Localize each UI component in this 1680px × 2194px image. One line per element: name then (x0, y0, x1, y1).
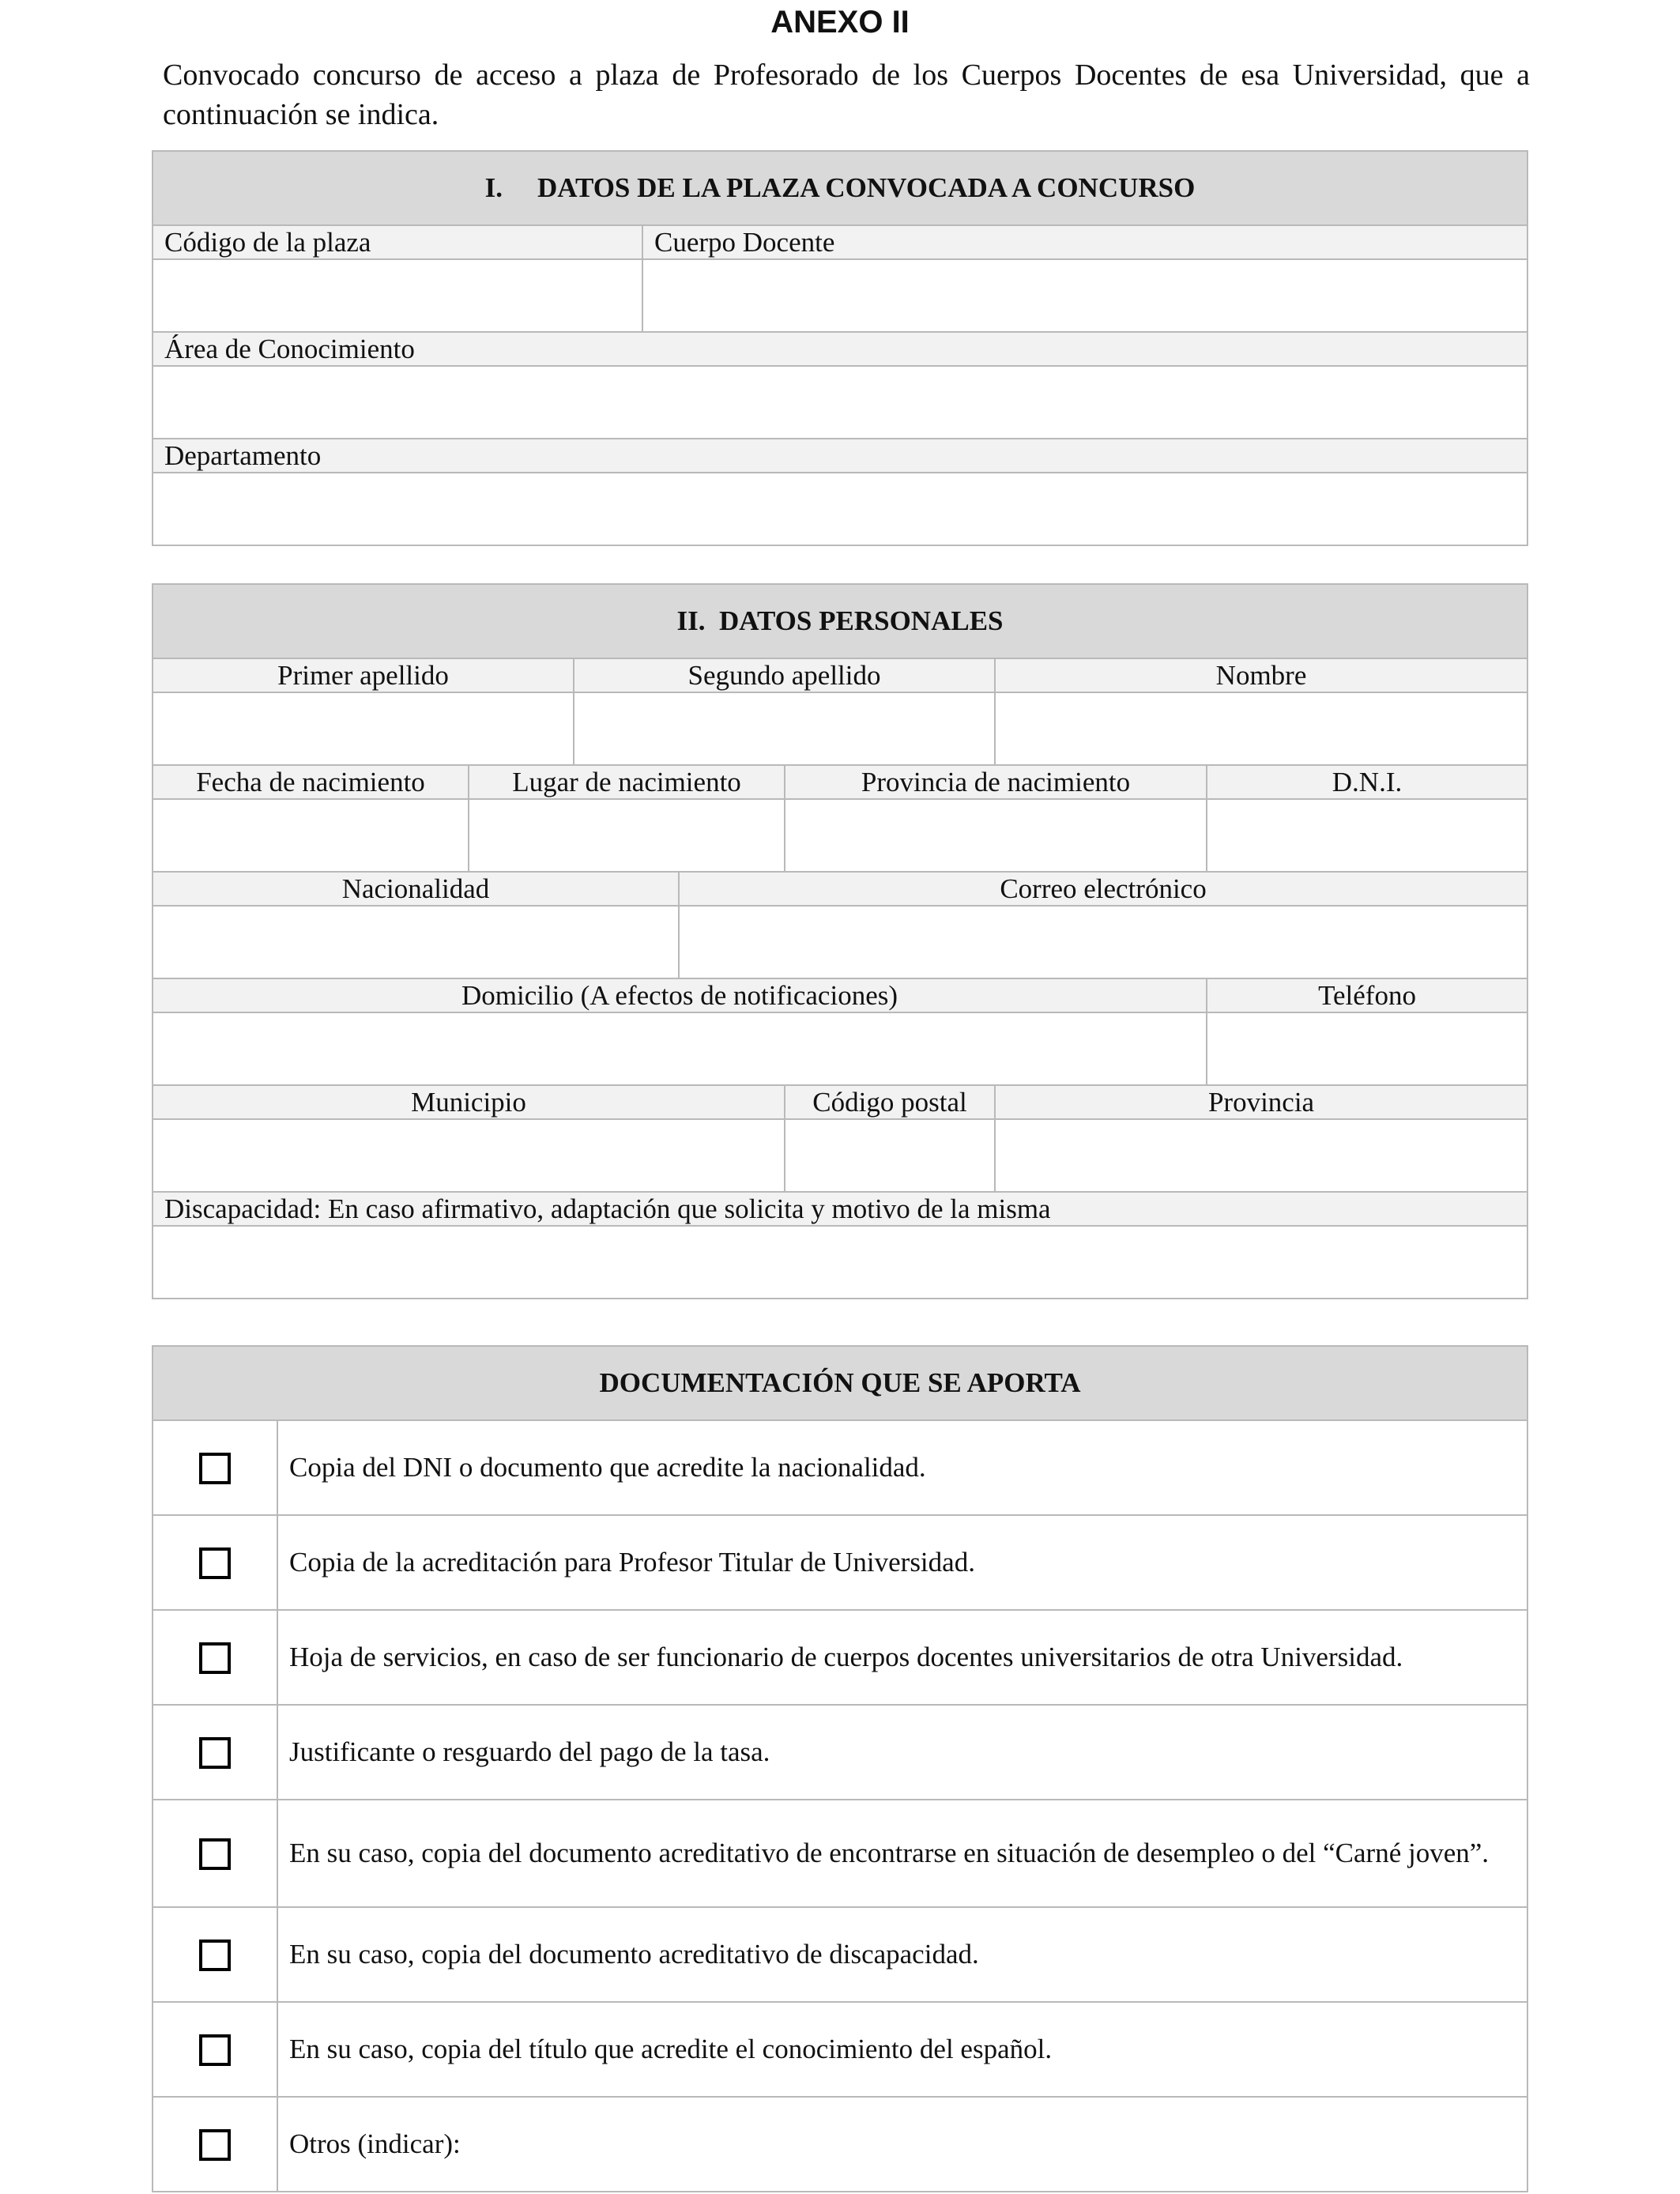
doc-checkbox-dni[interactable] (199, 1453, 231, 1484)
doc-item-label: Copia de la acreditación para Profesor Titular de Universidad. (277, 1515, 1527, 1610)
section-documentacion-header: DOCUMENTACIÓN QUE SE APORTA (153, 1346, 1527, 1420)
provincia-field[interactable] (995, 1119, 1527, 1192)
section-plaza-header (153, 151, 1527, 225)
section-number: I. (484, 172, 503, 203)
doc-item (153, 1420, 1527, 1515)
label-area-conocimiento: Área de Conocimiento (153, 332, 1527, 366)
doc-item (153, 2002, 1527, 2097)
doc-item (153, 1800, 1527, 1907)
page-title: ANEXO II (770, 5, 910, 40)
doc-checkbox-otros[interactable] (199, 2129, 231, 2161)
doc-checkbox-espanol[interactable] (199, 2034, 231, 2066)
label-codigo-postal: Código postal (785, 1085, 995, 1119)
discapacidad-field[interactable] (153, 1226, 1527, 1299)
doc-item-label: Justificante o resguardo del pago de la tasa. (277, 1705, 1527, 1800)
label-nacionalidad: Nacionalidad (153, 872, 679, 906)
label-dni: D.N.I. (1207, 765, 1527, 799)
label-correo: Correo electrónico (679, 872, 1527, 906)
label-discapacidad: Discapacidad: En caso afirmativo, adaptación que solicita y motivo de la misma (153, 1192, 1527, 1226)
label-codigo-plaza: Código de la plaza (153, 225, 642, 259)
label-provincia-nacimiento: Provincia de nacimiento (785, 765, 1207, 799)
municipio-field[interactable] (153, 1119, 785, 1192)
dni-field[interactable] (1207, 799, 1527, 872)
label-provincia: Provincia (995, 1085, 1527, 1119)
telefono-field[interactable] (1207, 1012, 1527, 1085)
area-conocimiento-field[interactable] (153, 366, 1527, 439)
fecha-nacimiento-field[interactable] (153, 799, 469, 872)
doc-item-label: En su caso, copia del documento acreditativo de discapacidad. (277, 1907, 1527, 2002)
section-plaza-table (152, 150, 1528, 546)
section-personales-header (153, 584, 1527, 658)
doc-item (153, 2097, 1527, 2192)
label-departamento: Departamento (153, 439, 1527, 473)
intro-paragraph: Convocado concurso de acceso a plaza de Profesorado de los Cuerpos Docentes de esa Universidad, que a continuación se indica. (163, 58, 1530, 131)
section-documentacion-table (152, 1345, 1528, 2192)
doc-checkbox-tasa[interactable] (199, 1737, 231, 1769)
doc-item-label: Otros (indicar): (277, 2097, 1527, 2192)
section-title: DATOS DE LA PLAZA CONVOCADA A CONCURSO (537, 172, 1196, 203)
cuerpo-docente-field[interactable] (642, 259, 1527, 332)
doc-item (153, 1907, 1527, 2002)
lugar-nacimiento-field[interactable] (469, 799, 785, 872)
doc-item (153, 1705, 1527, 1800)
doc-checkbox-discapacidad[interactable] (199, 1940, 231, 1971)
label-nombre: Nombre (995, 658, 1527, 692)
correo-field[interactable] (679, 906, 1527, 978)
provincia-nacimiento-field[interactable] (785, 799, 1207, 872)
doc-checkbox-acreditacion[interactable] (199, 1547, 231, 1579)
doc-item (153, 1610, 1527, 1705)
doc-item-label: En su caso, copia del documento acreditativo de encontrarse en situación de desempleo o del “Carné joven”. (277, 1800, 1527, 1907)
label-primer-apellido: Primer apellido (153, 658, 574, 692)
doc-item-label: En su caso, copia del título que acredite el conocimiento del español. (277, 2002, 1527, 2097)
departamento-field[interactable] (153, 473, 1527, 545)
nacionalidad-field[interactable] (153, 906, 679, 978)
doc-item-label: Copia del DNI o documento que acredite la nacionalidad. (277, 1420, 1527, 1515)
doc-checkbox-hoja-servicios[interactable] (199, 1642, 231, 1674)
label-domicilio: Domicilio (A efectos de notificaciones) (153, 978, 1207, 1012)
doc-checkbox-desempleo[interactable] (199, 1838, 231, 1870)
codigo-plaza-field[interactable] (153, 259, 642, 332)
segundo-apellido-field[interactable] (574, 692, 995, 765)
doc-item (153, 1515, 1527, 1610)
label-fecha-nacimiento: Fecha de nacimiento (153, 765, 469, 799)
label-cuerpo-docente: Cuerpo Docente (642, 225, 1527, 259)
primer-apellido-field[interactable] (153, 692, 574, 765)
codigo-postal-field[interactable] (785, 1119, 995, 1192)
doc-item-label: Hoja de servicios, en caso de ser funcionario de cuerpos docentes universitarios de otra Universidad. (277, 1610, 1527, 1705)
label-segundo-apellido: Segundo apellido (574, 658, 995, 692)
label-telefono: Teléfono (1207, 978, 1527, 1012)
nombre-field[interactable] (995, 692, 1527, 765)
domicilio-field[interactable] (153, 1012, 1207, 1085)
section-number: II. (676, 605, 706, 636)
label-lugar-nacimiento: Lugar de nacimiento (469, 765, 785, 799)
section-personales-table (152, 583, 1528, 1299)
section-title: DATOS PERSONALES (719, 605, 1004, 636)
label-municipio: Municipio (153, 1085, 785, 1119)
